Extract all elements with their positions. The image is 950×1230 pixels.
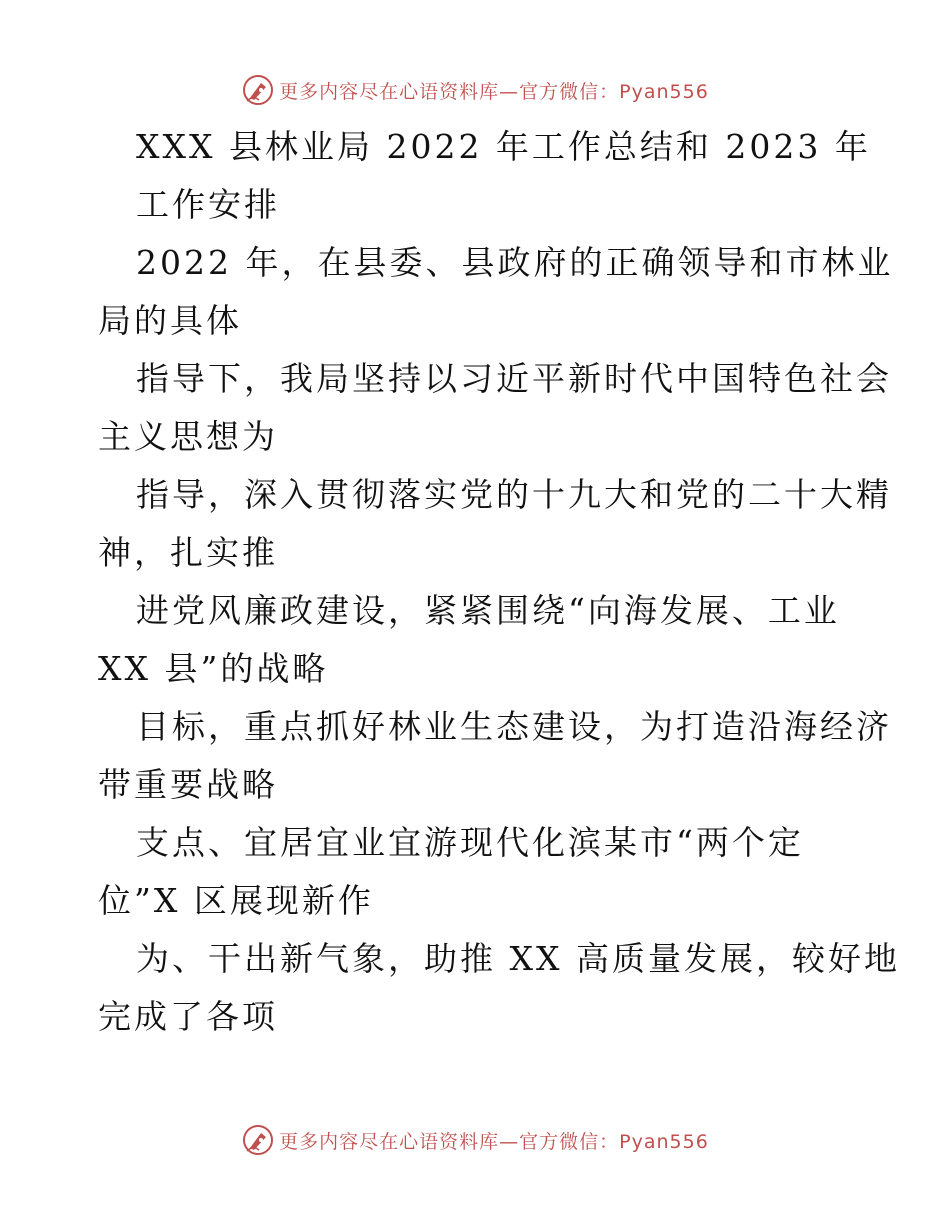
text-line: 2022 年，在县委、县政府的正确领导和市林业 <box>136 243 894 282</box>
title-line-1: XXX 县林业局 2022 年工作总结和 2023 年 <box>136 127 871 166</box>
watermark-group <box>241 73 709 107</box>
footer-watermark <box>0 1120 950 1160</box>
text-line: 为、干出新气象，助推 XX 高质量发展，较好地 <box>136 939 900 978</box>
text-line: 主义思想为 <box>98 417 278 456</box>
text-line: 目标，重点抓好林业生态建设，为打造沿海经济 <box>136 707 892 746</box>
text-line: 指导下，我局坚持以习近平新时代中国特色社会 <box>136 359 892 398</box>
text-line: 支点、宜居宜业宜游现代化滨某市“两个定 <box>136 823 804 862</box>
pen-nib-logo-icon <box>241 1123 275 1157</box>
text-line: 指导，深入贯彻落实党的十九大和党的二十大精 <box>136 475 892 514</box>
text-line: 带重要战略 <box>98 765 278 804</box>
pen-nib-logo-icon <box>241 73 275 107</box>
text-line: 完成了各项 <box>98 997 278 1036</box>
text-line: 局的具体 <box>98 301 242 340</box>
watermark-text: 更多内容尽在心语资料库—官方微信：Pyan556 <box>279 1130 709 1153</box>
watermark-text: 更多内容尽在心语资料库—官方微信：Pyan556 <box>279 80 709 103</box>
title-line-2: 工作安排 <box>136 185 280 224</box>
header-watermark <box>0 70 950 110</box>
document-body <box>98 118 900 1046</box>
text-line: XX 县”的战略 <box>98 649 329 688</box>
text-line: 神，扎实推 <box>98 533 278 572</box>
watermark-group <box>241 1123 709 1157</box>
text-line: 进党风廉政建设，紧紧围绕“向海发展、工业 <box>136 591 840 630</box>
text-line: 位”X 区展现新作 <box>98 881 374 920</box>
